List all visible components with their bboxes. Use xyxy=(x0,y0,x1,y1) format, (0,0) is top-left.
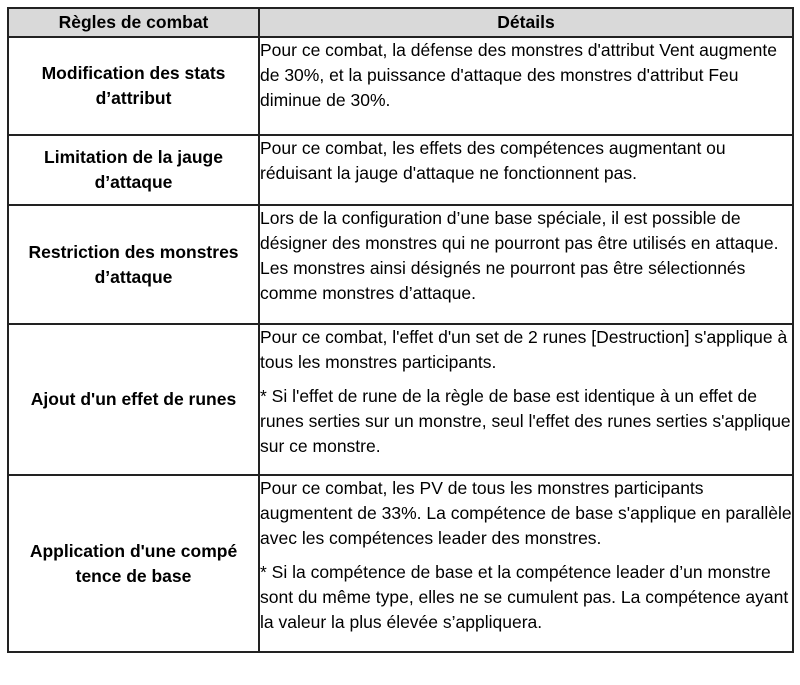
rule-details xyxy=(259,37,793,135)
table-row xyxy=(8,205,793,324)
rule-name: Ajout d'un effet de runes xyxy=(8,324,259,475)
table-row xyxy=(8,475,793,652)
rule-name: Application d'une compé tence de base xyxy=(8,475,259,652)
rule-name: Limitation de la jauge d’attaque xyxy=(8,135,259,205)
table-row xyxy=(8,324,793,475)
header-rule: Règles de combat xyxy=(8,8,259,37)
table-row xyxy=(8,37,793,135)
detail-paragraph: Pour ce combat, la défense des monstres d'attribut Vent augmente de 30%, et la puissance d'attaque des monstres d'attribut Feu diminue de 30%. xyxy=(260,40,777,110)
table-row xyxy=(8,135,793,205)
detail-paragraph: Pour ce combat, l'effet d'un set de 2 runes [Destruction] s'applique à tous les monstres participants. xyxy=(260,327,788,372)
detail-paragraph: Pour ce combat, les PV de tous les monstres participants augmentent de 33%. La compétence de base s'applique en parallèle avec les compétences leader des monstres. xyxy=(260,478,792,548)
header-details: Détails xyxy=(259,8,793,37)
detail-note: * Si l'effet de rune de la règle de base est identique à un effet de runes serties sur un monstre, seul l'effet des runes serties s'applique sur ce monstre. xyxy=(260,386,791,456)
rule-details xyxy=(259,475,793,652)
detail-paragraph: Pour ce combat, les effets des compétences augmentant ou réduisant la jauge d'attaque ne fonctionnent pas. xyxy=(260,138,726,183)
combat-rules-table xyxy=(7,7,794,653)
header-row xyxy=(8,8,793,37)
rule-details xyxy=(259,135,793,205)
rule-details xyxy=(259,324,793,475)
detail-note: * Si la compétence de base et la compétence leader d’un monstre sont du même type, elles ne se cumulent pas. La compétence ayant la valeur la plus élevée s’appliquera. xyxy=(260,562,789,632)
rule-name: Restriction des monstres d’attaque xyxy=(8,205,259,324)
detail-paragraph: Lors de la configuration d’une base spéciale, il est possible de désigner des monstres qui ne pourront pas être utilisés en attaque. Les monstres ainsi désignés ne pourront pas être sélectionnés comme monstres d’attaque. xyxy=(260,208,779,303)
rule-details xyxy=(259,205,793,324)
rule-name: Modification des stats d’attribut xyxy=(8,37,259,135)
